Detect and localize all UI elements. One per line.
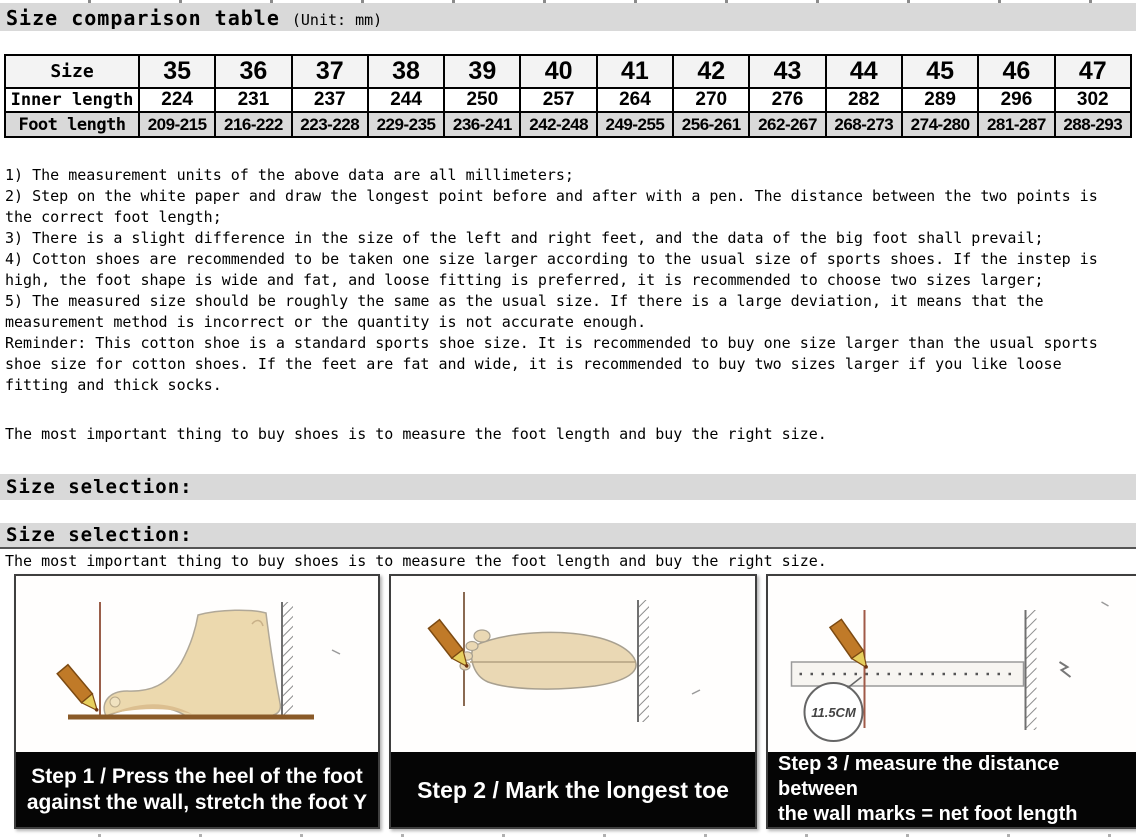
- step1-caption-line2: against the wall, stretch the foot Y: [26, 790, 368, 814]
- step1-panel: [14, 574, 380, 829]
- inner-length-cell: 264: [597, 88, 673, 112]
- row-label-size: Size: [5, 55, 139, 88]
- size-cell: 42: [673, 55, 749, 88]
- step2-image: [391, 576, 755, 752]
- size-cell: 43: [749, 55, 825, 88]
- section-title-bar: [0, 3, 1136, 31]
- foot-length-cell: 281-287: [978, 112, 1054, 137]
- inner-length-cell: 257: [520, 88, 596, 112]
- step1-image: [16, 576, 378, 752]
- size-cell: 38: [368, 55, 444, 88]
- note-4: 4) Cotton shoes are recommended to be taken one size larger according to the usual size of sports shoes. If the instep is high, the foot shape is wide and fat, and loose fitting is preferred, it is recommended to choose two sizes larger;: [5, 250, 1098, 289]
- wall-hatch: [282, 602, 293, 716]
- step3-panel: [766, 574, 1136, 829]
- size-selection-label: Size selection:: [6, 476, 193, 498]
- size-selection-heading-1: [0, 474, 1136, 500]
- inner-length-cell: 296: [978, 88, 1054, 112]
- important-note: The most important thing to buy shoes is to measure the foot length and buy the right size.: [5, 425, 827, 443]
- stray-mark: [1102, 602, 1109, 606]
- inner-length-cell: 250: [444, 88, 520, 112]
- foot-side-graphic: [104, 610, 280, 716]
- size-selection-label: Size selection:: [6, 524, 193, 546]
- foot-length-cell: 274-280: [902, 112, 978, 137]
- inner-length-cell: 244: [368, 88, 444, 112]
- foot-length-cell: 236-241: [444, 112, 520, 137]
- inner-length-cell: 276: [749, 88, 825, 112]
- foot-length-cell: 209-215: [139, 112, 215, 137]
- inner-length-row: [5, 88, 1131, 112]
- size-cell: 44: [826, 55, 902, 88]
- note-1: 1) The measurement units of the above data are all millimeters;: [5, 166, 574, 184]
- step2-illustration: [391, 576, 755, 752]
- foot-length-cell: 242-248: [520, 112, 596, 137]
- step3-caption-line1: Step 3 / measure the distance between: [778, 753, 1060, 800]
- inner-length-cell: 237: [292, 88, 368, 112]
- foot-length-cell: 268-273: [826, 112, 902, 137]
- inner-length-cell: 231: [215, 88, 291, 112]
- foot-length-cell: 288-293: [1055, 112, 1131, 137]
- wall-hatch: [1026, 610, 1037, 730]
- size-selection-heading-2: [0, 523, 1136, 549]
- toenail: [110, 697, 120, 707]
- size-cell: 35: [139, 55, 215, 88]
- size-cell: 46: [978, 55, 1054, 88]
- inner-length-cell: 270: [673, 88, 749, 112]
- toe: [466, 642, 478, 651]
- foot-length-cell: 223-228: [292, 112, 368, 137]
- foot-length-cell: 249-255: [597, 112, 673, 137]
- foot-length-cell: 229-235: [368, 112, 444, 137]
- size-cell: 45: [902, 55, 978, 88]
- size-comparison-table: [4, 54, 1132, 138]
- row-label-foot-length: Foot length: [5, 112, 139, 137]
- size-row: [5, 55, 1131, 88]
- stray-mark: [692, 690, 700, 694]
- page-title: Size comparison table: [6, 6, 280, 30]
- inner-length-cell: 289: [902, 88, 978, 112]
- footprint-graphic: [472, 632, 636, 689]
- stray-mark: [332, 650, 340, 654]
- toe: [474, 630, 490, 642]
- size-cell: 39: [444, 55, 520, 88]
- step2-panel: [389, 574, 757, 829]
- row-label-inner-length: Inner length: [5, 88, 139, 112]
- step1-caption: [16, 752, 378, 827]
- size-cell: 41: [597, 55, 673, 88]
- important-note-repeat: The most important thing to buy shoes is to measure the foot length and buy the right size.: [5, 552, 827, 570]
- clamp-icon: [1060, 662, 1071, 677]
- size-cell: 47: [1055, 55, 1131, 88]
- note-2: 2) Step on the white paper and draw the longest point before and after with a pen. The distance between the two points is the correct foot length;: [5, 187, 1098, 226]
- step2-caption: [391, 752, 755, 827]
- size-cell: 37: [292, 55, 368, 88]
- step3-caption-line2: the wall marks = net foot length: [778, 803, 1078, 825]
- note-3: 3) There is a slight difference in the size of the left and right feet, and the data of the big foot shall prevail;: [5, 229, 1044, 247]
- measurement-notes: [5, 165, 1131, 396]
- title-unit-label: (Unit: mm): [291, 11, 383, 29]
- wall-hatch: [638, 600, 649, 722]
- inner-length-cell: 282: [826, 88, 902, 112]
- size-cell: 36: [215, 55, 291, 88]
- step1-caption-line1: Step 1 / Press the heel of the foot: [31, 764, 363, 788]
- note-5: 5) The measured size should be roughly the same as the usual size. If there is a large deviation, it means that the measurement method is incorrect or the quantity is not accurate enough.: [5, 292, 1044, 331]
- foot-length-cell: 216-222: [215, 112, 291, 137]
- size-cell: 40: [520, 55, 596, 88]
- step1-illustration: [16, 576, 378, 752]
- step3-image: [768, 576, 1136, 752]
- foot-length-row: [5, 112, 1131, 137]
- inner-length-cell: 224: [139, 88, 215, 112]
- inner-length-cell: 302: [1055, 88, 1131, 112]
- step3-caption: [768, 752, 1136, 827]
- measurement-steps: [14, 574, 1136, 829]
- pencil-icon: [57, 665, 103, 716]
- step2-caption-line1: Step 2 / Mark the longest toe: [417, 776, 729, 803]
- measure-label: 11.5CM: [811, 705, 856, 720]
- foot-length-cell: 262-267: [749, 112, 825, 137]
- foot-length-cell: 256-261: [673, 112, 749, 137]
- note-reminder: Reminder: This cotton shoe is a standard sports shoe size. It is recommended to buy one size larger than the usual sports shoe size for cotton shoes. If the feet are fat and wide, it is recommended to buy two sizes larger if you like loose fitting and thick socks.: [5, 334, 1098, 394]
- step3-illustration: [768, 576, 1136, 752]
